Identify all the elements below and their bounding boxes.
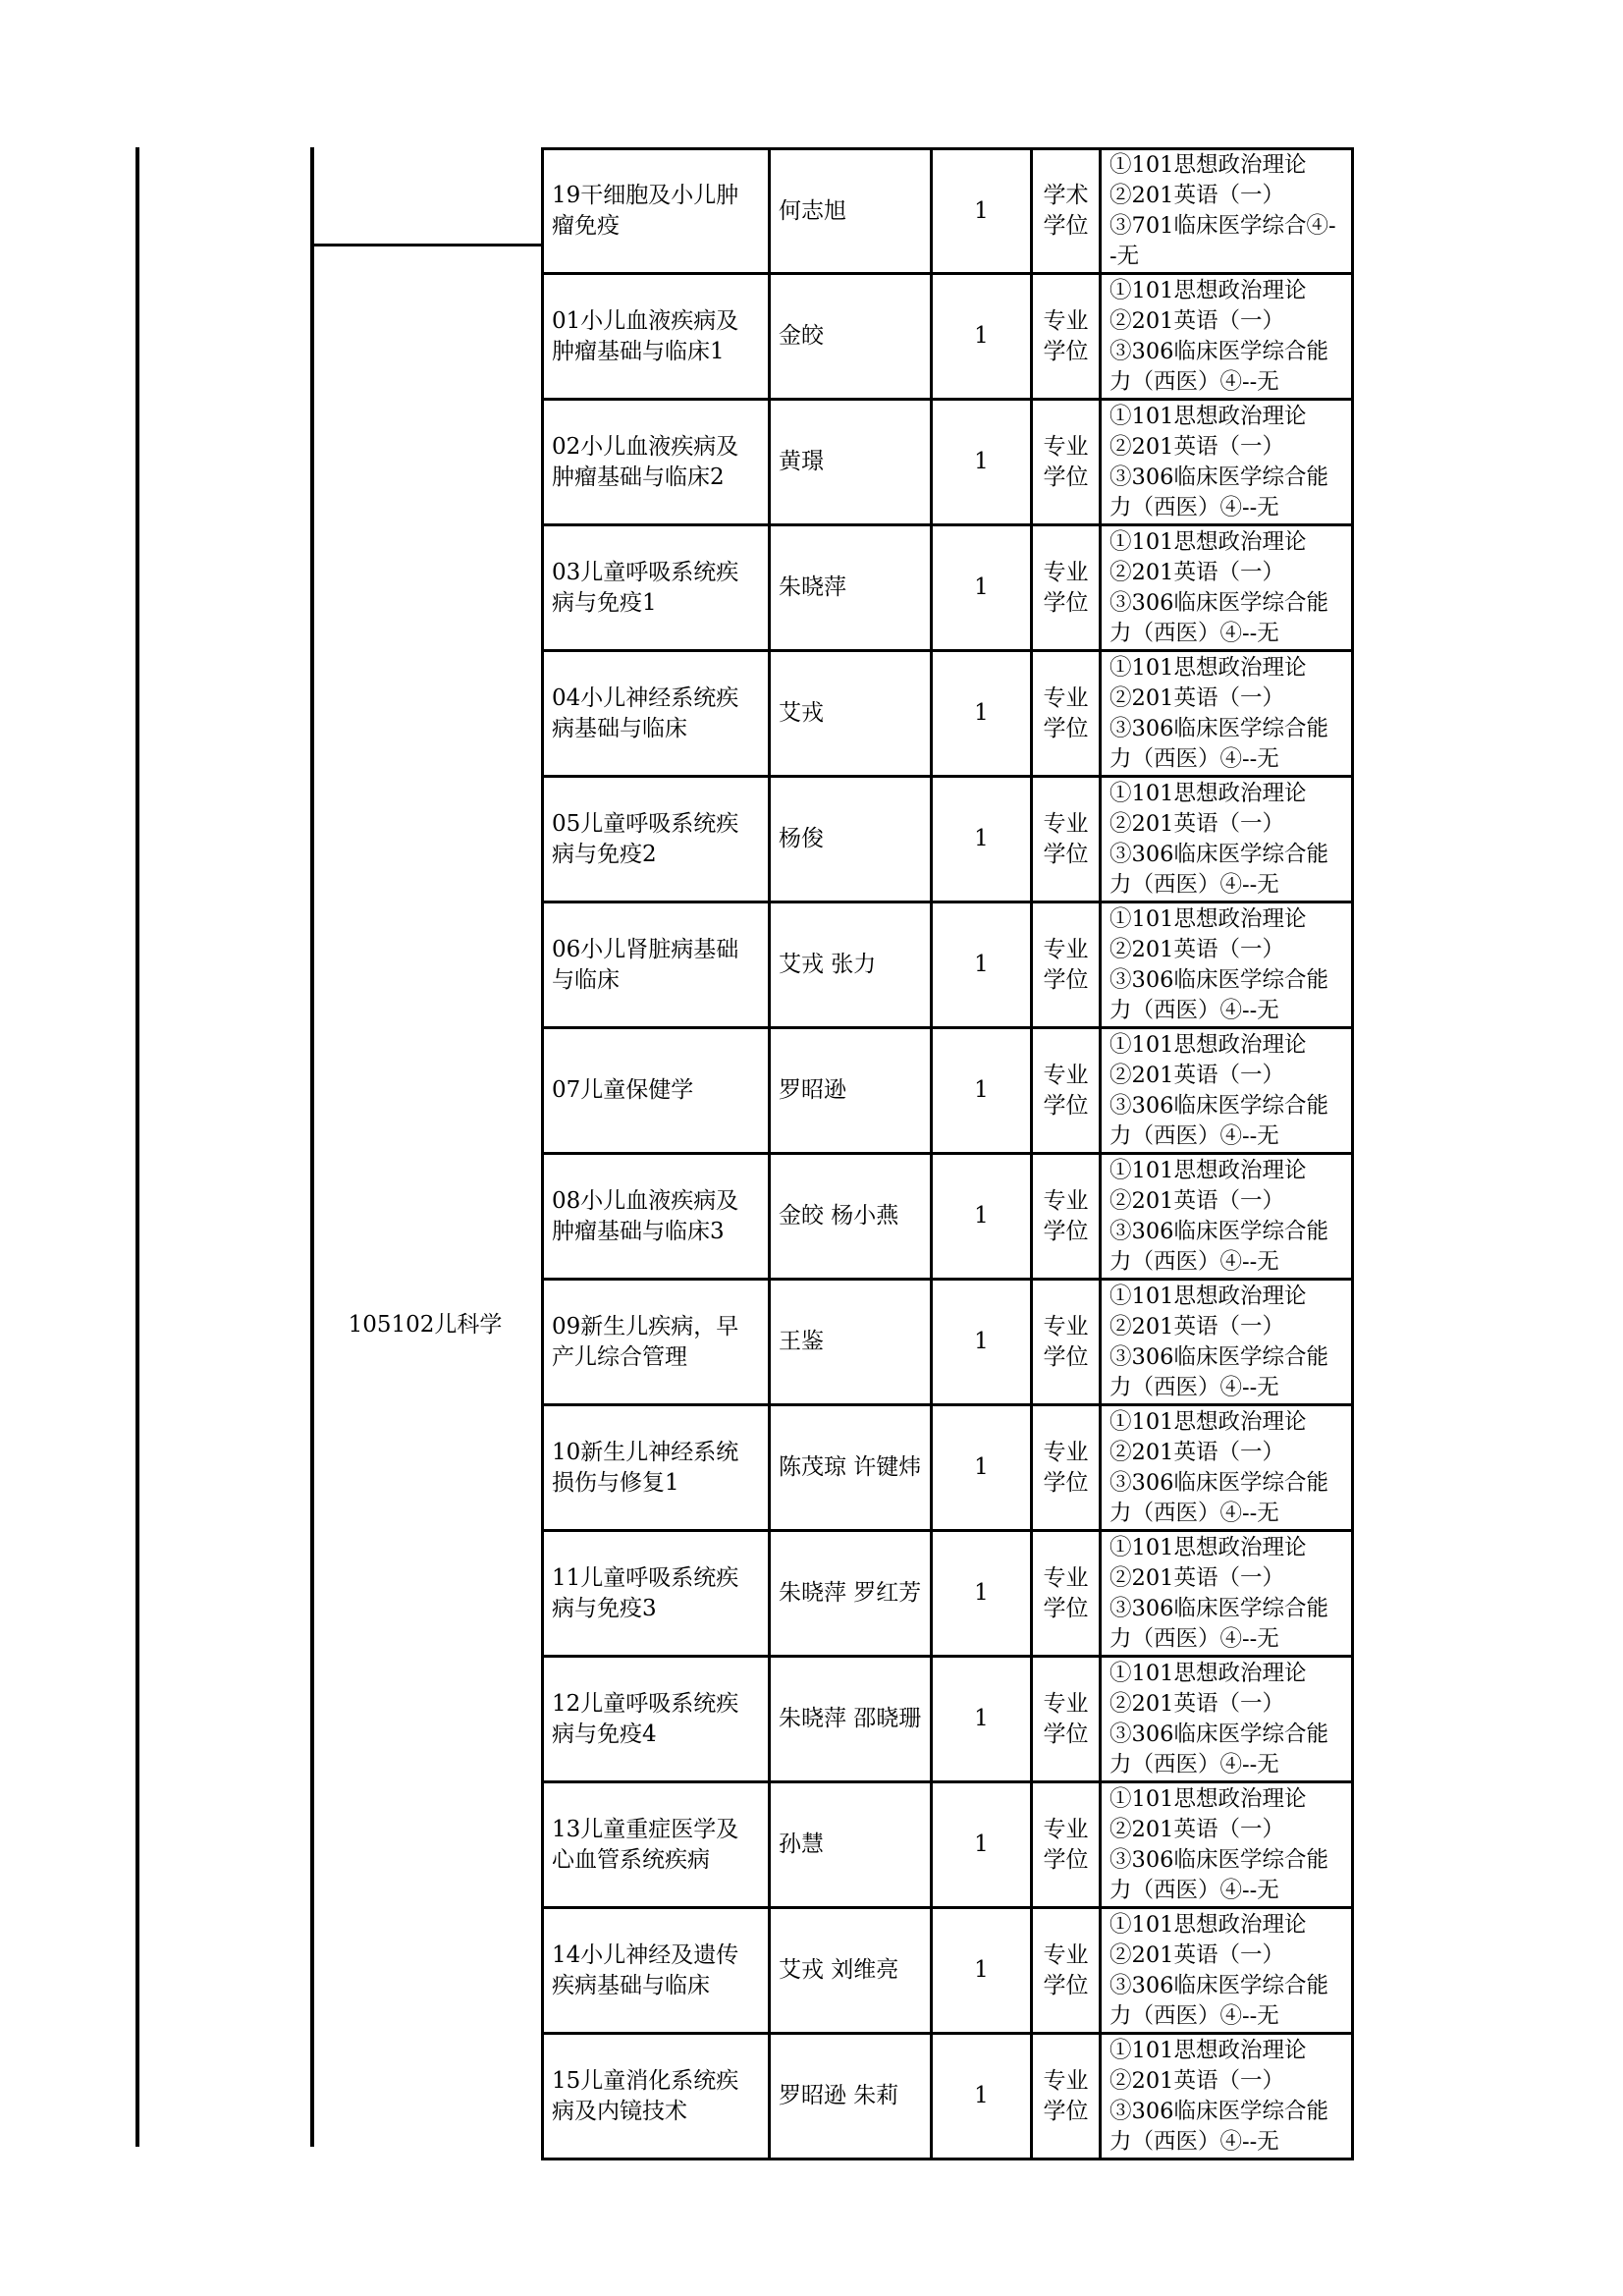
research-direction: 09新生儿疾病，早产儿综合管理 xyxy=(543,1280,770,1405)
exam-subjects: ①101思想政治理论②201英语（一）③306临床医学综合能力（西医）④--无 xyxy=(1101,1531,1353,1657)
research-direction: 02小儿血液疾病及肿瘤基础与临床2 xyxy=(543,400,770,525)
table-row xyxy=(543,149,1353,274)
degree-type: 专业学位 xyxy=(1032,400,1101,525)
research-direction: 03儿童呼吸系统疾病与免疫1 xyxy=(543,525,770,651)
enrollment-count: 1 xyxy=(932,274,1032,400)
enrollment-count: 1 xyxy=(932,651,1032,777)
degree-type: 专业学位 xyxy=(1032,651,1101,777)
program-table xyxy=(541,147,1354,2160)
exam-subjects: ①101思想政治理论②201英语（一）③306临床医学综合能力（西医）④--无 xyxy=(1101,777,1353,902)
research-direction: 08小儿血液疾病及肿瘤基础与临床3 xyxy=(543,1154,770,1280)
major-group-top-border xyxy=(310,244,542,246)
degree-type: 专业学位 xyxy=(1032,1405,1101,1531)
supervisor-name: 朱晓萍 邵晓珊 xyxy=(770,1657,932,1782)
degree-type: 专业学位 xyxy=(1032,777,1101,902)
exam-subjects: ①101思想政治理论②201英语（一）③701临床医学综合④--无 xyxy=(1101,149,1353,274)
degree-type: 专业学位 xyxy=(1032,1531,1101,1657)
supervisor-name: 艾戎 xyxy=(770,651,932,777)
supervisor-name: 杨俊 xyxy=(770,777,932,902)
degree-type: 专业学位 xyxy=(1032,1782,1101,1908)
research-direction: 01小儿血液疾病及肿瘤基础与临床1 xyxy=(543,274,770,400)
exam-subjects: ①101思想政治理论②201英语（一）③306临床医学综合能力（西医）④--无 xyxy=(1101,2034,1353,2159)
supervisor-name: 王鉴 xyxy=(770,1280,932,1405)
exam-subjects: ①101思想政治理论②201英语（一）③306临床医学综合能力（西医）④--无 xyxy=(1101,525,1353,651)
exam-subjects: ①101思想政治理论②201英语（一）③306临床医学综合能力（西医）④--无 xyxy=(1101,400,1353,525)
supervisor-name: 孙慧 xyxy=(770,1782,932,1908)
enrollment-count: 1 xyxy=(932,1531,1032,1657)
supervisor-name: 朱晓萍 xyxy=(770,525,932,651)
research-direction: 15儿童消化系统疾病及内镜技术 xyxy=(543,2034,770,2159)
degree-type: 专业学位 xyxy=(1032,1154,1101,1280)
research-direction: 07儿童保健学 xyxy=(543,1028,770,1154)
supervisor-name: 何志旭 xyxy=(770,149,932,274)
enrollment-count: 1 xyxy=(932,1280,1032,1405)
degree-type: 专业学位 xyxy=(1032,1908,1101,2034)
column-border-left xyxy=(135,147,139,2147)
enrollment-count: 1 xyxy=(932,2034,1032,2159)
table-row xyxy=(543,902,1353,1028)
exam-subjects: ①101思想政治理论②201英语（一）③306临床医学综合能力（西医）④--无 xyxy=(1101,1405,1353,1531)
supervisor-name: 罗昭逊 xyxy=(770,1028,932,1154)
degree-type: 专业学位 xyxy=(1032,274,1101,400)
column-border-middle xyxy=(310,147,314,2147)
table-row xyxy=(543,1908,1353,2034)
enrollment-count: 1 xyxy=(932,902,1032,1028)
supervisor-name: 金皎 杨小燕 xyxy=(770,1154,932,1280)
enrollment-count: 1 xyxy=(932,1782,1032,1908)
enrollment-count: 1 xyxy=(932,1908,1032,2034)
exam-subjects: ①101思想政治理论②201英语（一）③306临床医学综合能力（西医）④--无 xyxy=(1101,651,1353,777)
degree-type: 专业学位 xyxy=(1032,902,1101,1028)
research-direction: 13儿童重症医学及心血管系统疾病 xyxy=(543,1782,770,1908)
table-row xyxy=(543,777,1353,902)
table-row xyxy=(543,2034,1353,2159)
table-row xyxy=(543,274,1353,400)
enrollment-count: 1 xyxy=(932,777,1032,902)
degree-type: 专业学位 xyxy=(1032,1280,1101,1405)
table-row xyxy=(543,651,1353,777)
exam-subjects: ①101思想政治理论②201英语（一）③306临床医学综合能力（西医）④--无 xyxy=(1101,274,1353,400)
research-direction: 10新生儿神经系统损伤与修复1 xyxy=(543,1405,770,1531)
table-row xyxy=(543,1154,1353,1280)
research-direction: 12儿童呼吸系统疾病与免疫4 xyxy=(543,1657,770,1782)
degree-type: 专业学位 xyxy=(1032,1028,1101,1154)
exam-subjects: ①101思想政治理论②201英语（一）③306临床医学综合能力（西医）④--无 xyxy=(1101,1028,1353,1154)
table-row xyxy=(543,400,1353,525)
table-row xyxy=(543,525,1353,651)
research-direction: 04小儿神经系统疾病基础与临床 xyxy=(543,651,770,777)
enrollment-count: 1 xyxy=(932,1154,1032,1280)
research-direction: 11儿童呼吸系统疾病与免疫3 xyxy=(543,1531,770,1657)
enrollment-count: 1 xyxy=(932,1028,1032,1154)
table-row xyxy=(543,1405,1353,1531)
exam-subjects: ①101思想政治理论②201英语（一）③306临床医学综合能力（西医）④--无 xyxy=(1101,1280,1353,1405)
major-label: 105102儿科学 xyxy=(348,1312,503,1338)
degree-type: 专业学位 xyxy=(1032,2034,1101,2159)
enrollment-count: 1 xyxy=(932,525,1032,651)
exam-subjects: ①101思想政治理论②201英语（一）③306临床医学综合能力（西医）④--无 xyxy=(1101,902,1353,1028)
enrollment-count: 1 xyxy=(932,149,1032,274)
table-row xyxy=(543,1782,1353,1908)
enrollment-count: 1 xyxy=(932,400,1032,525)
table-row xyxy=(543,1657,1353,1782)
degree-type: 学术学位 xyxy=(1032,149,1101,274)
exam-subjects: ①101思想政治理论②201英语（一）③306临床医学综合能力（西医）④--无 xyxy=(1101,1657,1353,1782)
exam-subjects: ①101思想政治理论②201英语（一）③306临床医学综合能力（西医）④--无 xyxy=(1101,1908,1353,2034)
research-direction: 05儿童呼吸系统疾病与免疫2 xyxy=(543,777,770,902)
degree-type: 专业学位 xyxy=(1032,1657,1101,1782)
table-row xyxy=(543,1531,1353,1657)
table-row xyxy=(543,1280,1353,1405)
research-direction: 19干细胞及小儿肿瘤免疫 xyxy=(543,149,770,274)
supervisor-name: 陈茂琼 许键炜 xyxy=(770,1405,932,1531)
table-row xyxy=(543,1028,1353,1154)
exam-subjects: ①101思想政治理论②201英语（一）③306临床医学综合能力（西医）④--无 xyxy=(1101,1782,1353,1908)
supervisor-name: 艾戎 张力 xyxy=(770,902,932,1028)
supervisor-name: 黄璟 xyxy=(770,400,932,525)
supervisor-name: 艾戎 刘维亮 xyxy=(770,1908,932,2034)
supervisor-name: 罗昭逊 朱莉 xyxy=(770,2034,932,2159)
research-direction: 14小儿神经及遗传疾病基础与临床 xyxy=(543,1908,770,2034)
enrollment-count: 1 xyxy=(932,1657,1032,1782)
research-direction: 06小儿肾脏病基础与临床 xyxy=(543,902,770,1028)
enrollment-count: 1 xyxy=(932,1405,1032,1531)
supervisor-name: 金皎 xyxy=(770,274,932,400)
exam-subjects: ①101思想政治理论②201英语（一）③306临床医学综合能力（西医）④--无 xyxy=(1101,1154,1353,1280)
degree-type: 专业学位 xyxy=(1032,525,1101,651)
supervisor-name: 朱晓萍 罗红芳 xyxy=(770,1531,932,1657)
